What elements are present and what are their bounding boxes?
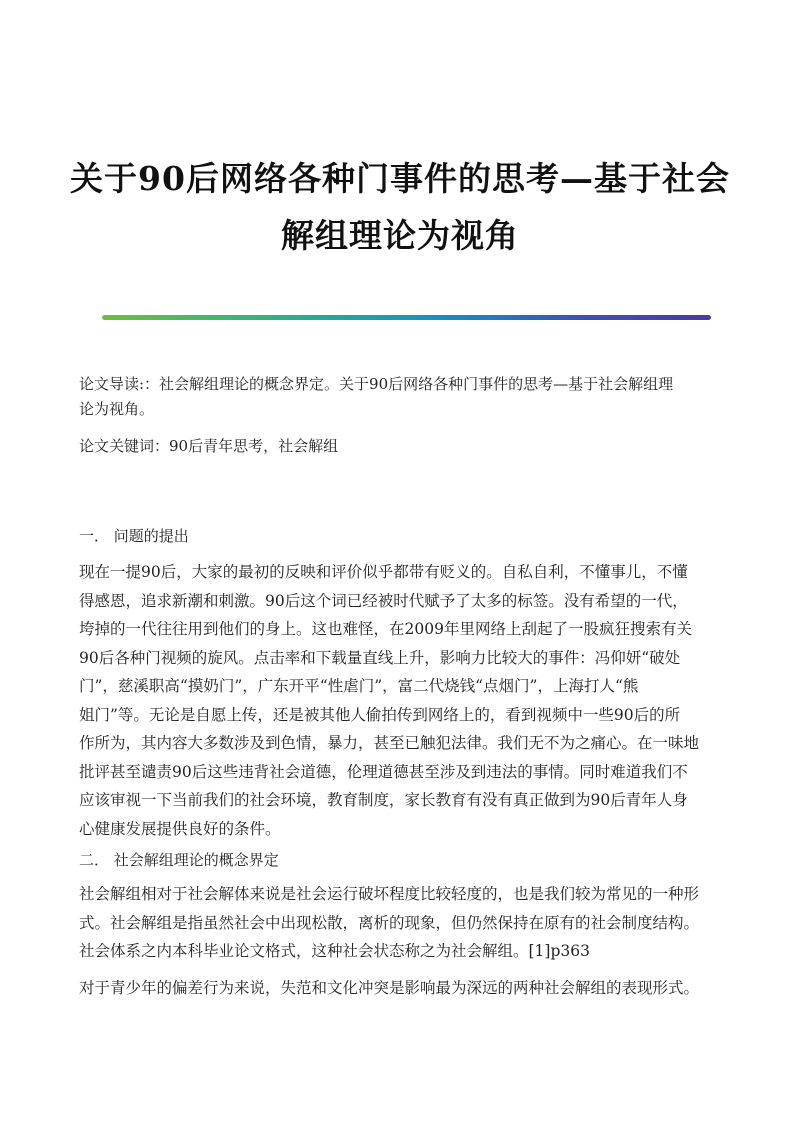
paragraph-line: 对于青少年的偏差行为来说，失范和文化冲突是影响最为深远的两种社会解组的表现形式。 xyxy=(79,978,700,997)
paragraph-line: 作所为，其内容大多数涉及到色情，暴力，甚至已触犯法律。我们无不为之痛心。在一味地 xyxy=(79,734,700,752)
paragraph-line: 90后各种门视频的旋风。点击率和下载量直线上升，影响力比较大的事件：冯仰妍“破处 xyxy=(79,648,681,667)
abstract xyxy=(79,372,724,422)
abstract-line: 论文导读:：社会解组理论的概念界定。关于90后网络各种门事件的思考—基于社会解组理 xyxy=(79,375,674,393)
paragraph-line: 得感恩，追求新潮和刺激。90后这个词已经被时代赋予了太多的标签。没有希望的一代， xyxy=(79,591,688,610)
paragraph-line: 心健康发展提供良好的条件。 xyxy=(79,819,281,838)
paragraph-line: 社会解组相对于社会解体来说是社会运行破坏程度比较轻度的，也是我们较为常见的一种形 xyxy=(79,885,700,903)
paragraph-line: 门”，慈溪职高“摸奶门”，广东开平“性虐门”，富二代烧钱“点烟门”，上海打人“熊 xyxy=(79,677,639,695)
keywords: 论文关键词：90后青年思考，社会解组 xyxy=(79,437,339,455)
paper-title xyxy=(60,150,740,264)
section-1-heading: 一． 问题的提出 xyxy=(79,527,189,545)
paper-content xyxy=(79,372,724,1002)
title-line-1: 关于90后网络各种门事件的思考—基于社会 xyxy=(70,159,730,198)
section-1-body xyxy=(79,558,724,843)
title-divider xyxy=(102,315,711,320)
section-2-body xyxy=(79,880,724,1002)
paragraph-line: 垮掉的一代往往用到他们的身上。这也难怪，在2009年里网络上刮起了一股疯狂搜索有关 xyxy=(79,620,692,638)
section-2-heading: 二． 社会解组理论的概念界定 xyxy=(79,851,279,869)
paragraph-line: 姐门”等。无论是自愿上传，还是被其他人偷拍传到网络上的，看到视频中一些90后的所 xyxy=(79,705,681,724)
paragraph-line: 式。社会解组是指虽然社会中出现松散，离析的现象，但仍然保持在原有的社会制度结构。 xyxy=(79,913,700,932)
paragraph-line: 应该审视一下当前我们的社会环境，教育制度，家长教育有没有真正做到为90后青年人身 xyxy=(79,791,688,809)
paragraph-line: 社会体系之内本科毕业论文格式，这种社会状态称之为社会解组。[1]p363 xyxy=(79,942,590,960)
abstract-line: 论为视角。 xyxy=(79,400,155,418)
title-line-2: 解组理论为视角 xyxy=(281,216,519,255)
paragraph-line: 现在一提90后，大家的最初的反映和评价似乎都带有贬义的。自私自利，不懂事儿，不懂 xyxy=(79,563,688,581)
paragraph-line: 批评甚至谴责90后这些违背社会道德，伦理道德甚至涉及到违法的事情。同时难道我们不 xyxy=(79,762,688,781)
